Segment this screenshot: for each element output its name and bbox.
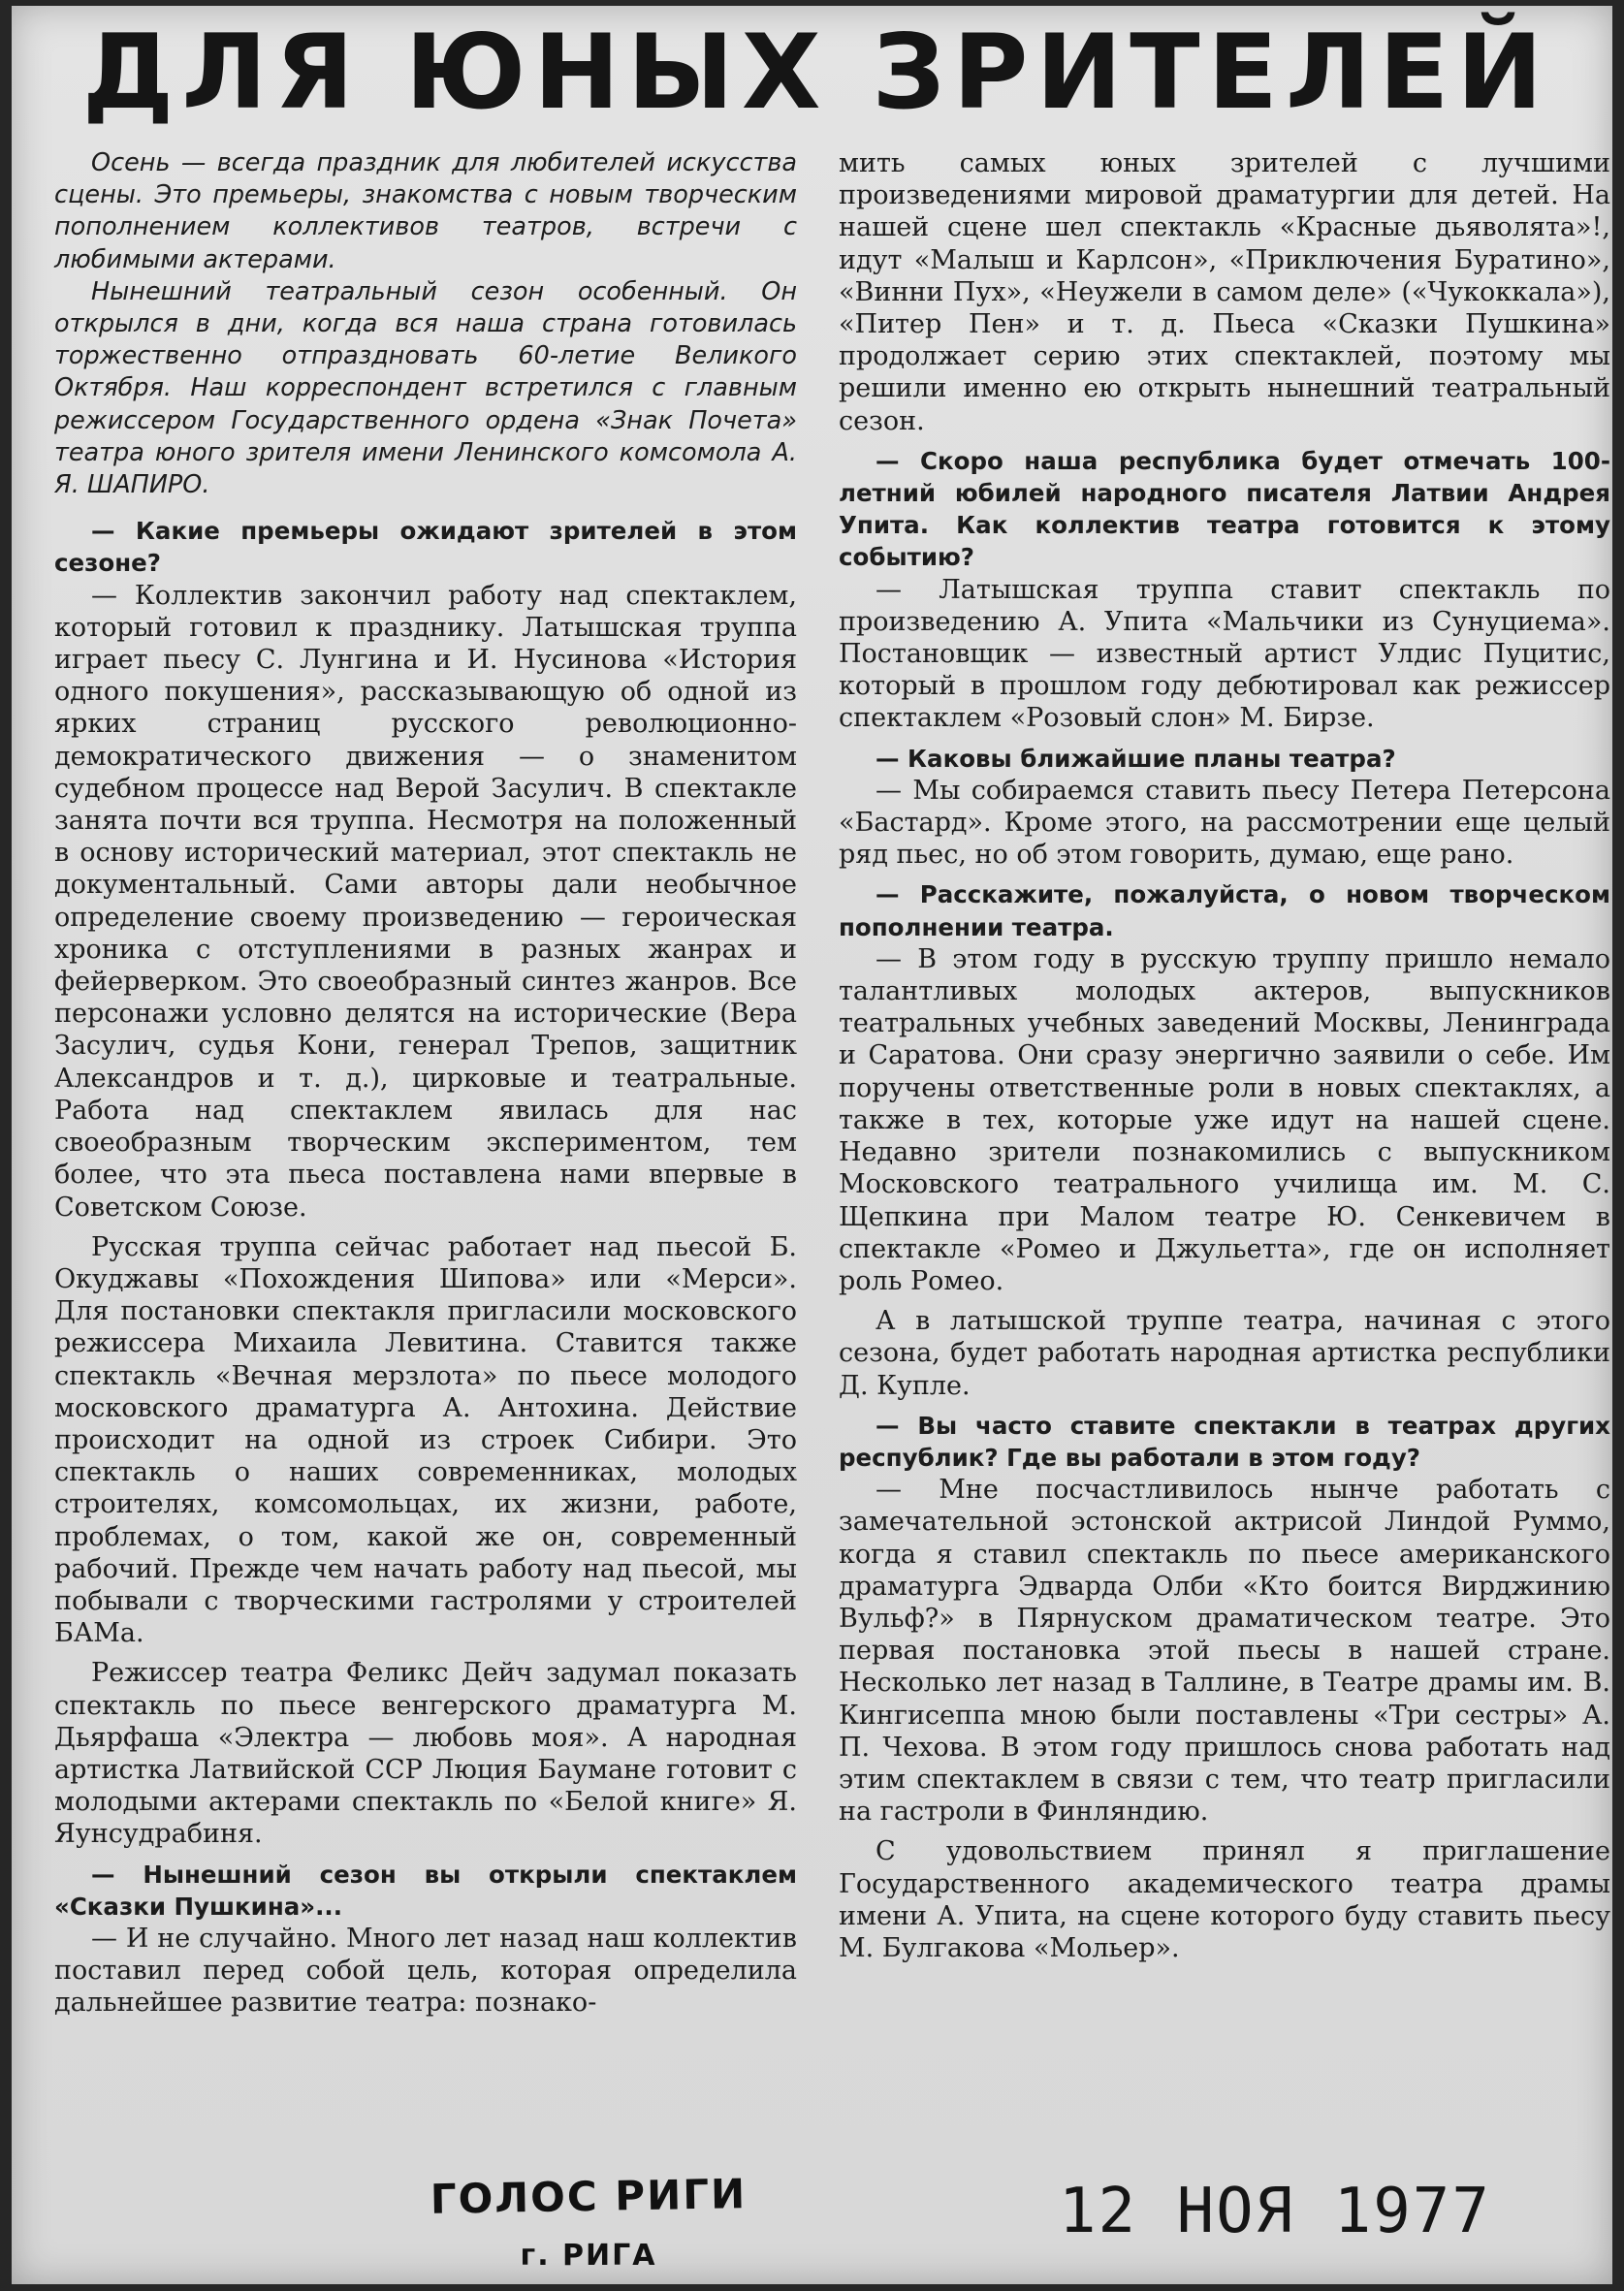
- interview-answer: — Коллектив закончил работу над спектаклем, который готовил к празднику. Латышская труппа играет пьесу С. Лунгина и И. Нусинова «История одного покушения», рассказывающую об одной из ярких страниц русского революционно-демократического движения — о знаменитом судебном процессе над Верой Засулич. В спектакле занята почти вся труппа. Несмотря на положенный в основу исторический материал, этот спектакль не документальный. Сами авторы дали необычное определение своему произведению — героическая хроника с отступлениями в разных жанрах и фейерверком. Это своеобразный синтез жанров. Все персонажи условно делятся на исторические (Вера Засулич, судья Кони, генерал Трепов, защитник Александров и т. д.), цирковые и театральные. Работа над спектаклем явилась для нас своеобразным творческим экспериментом, тем более, что эта пьеса поставлена нами впервые в Советском Союзе.: [54, 580, 797, 1223]
- interview-answer: — В этом году в русскую труппу пришло немало талантливых молодых актеров, выпускников театральных учебных заведений Москвы, Ленинграда и Саратова. Они сразу энергично заявили о себе. Им поручены ответственные роли в новых спектаклях, а также в тех, которые уже идут на нашей сцене. Недавно зрители познакомились с выпускником Московского театрального училища им. М. С. Щепкина при Малом театре Ю. Сенкевичем в спектакле «Ромео и Джульетта», где он исполняет роль Ромео.: [839, 943, 1610, 1296]
- interview-answer: мить самых юных зрителей с лучшими произведениями мировой драматургии для детей. На нашей сцене шел спектакль «Красные дьяволята»!, идут «Малыш и Карлсон», «Приключения Буратино», «Винни Пух», «Неужели в самом деле» («Чукоккала»), «Питер Пен» и т. д. Пьеса «Сказки Пушкина» продолжает серию этих спектаклей, поэтому мы решили именно ею открыть нынешний театральный сезон.: [839, 148, 1610, 436]
- interview-answer: — И не случайно. Много лет назад наш коллектив поставил перед собой цель, которая определила дальнейшее развитие театра: познако-: [54, 1923, 797, 2019]
- left-column: [54, 147, 797, 2020]
- date-stamp: 12 НОЯ 1977: [1059, 2176, 1491, 2247]
- newspaper-source-stamp: [385, 2170, 792, 2279]
- interview-question: — Скоро наша республика будет отмечать 100-летний юбилей народного писателя Латвии Андрея Упита. Как коллектив театра готовится к этому событию?: [839, 446, 1610, 572]
- newspaper-name: ГОЛОС РИГИ: [430, 2170, 748, 2223]
- interview-answer: С удовольствием принял я приглашение Государственного академического театра драмы имени А. Упита, на сцене которого буду ставить пьесу М. Булгакова «Мольер».: [839, 1836, 1610, 1963]
- newspaper-clipping: [12, 6, 1612, 2284]
- intro-paragraph: Осень — всегда праздник для любителей искусства сцены. Это премьеры, знакомства с новым творческим пополнением коллективов театров, встречи с любимыми актерами.: [54, 148, 797, 274]
- interview-question: — Расскажите, пожалуйста, о новом творческом пополнении театра.: [839, 880, 1610, 941]
- intro: [54, 147, 797, 501]
- interview-question: — Какие премьеры ожидают зрителей в этом сезоне?: [54, 517, 797, 578]
- interview-answer: Режиссер театра Феликс Дейч задумал показать спектакль по пьесе венгерского драматурга М. Дьярфаша «Электра — любовь моя». А народная артистка Латвийской ССР Люция Баумане готовит с молодыми актерами спектакль по «Белой книге» Я. Яунсудрабиня.: [54, 1658, 797, 1850]
- headline: ДЛЯ ЮНЫХ ЗРИТЕЛЕЙ: [81, 13, 1551, 132]
- interview-answer: — Мы собираемся ставить пьесу Петера Петерсона «Бастард». Кроме этого, на рассмотрении еще целый ряд пьес, но об этом говорить, думаю, еще рано.: [839, 775, 1610, 871]
- interview-answer: — Мне посчастливилось нынче работать с замечательной эстонской актрисой Линдой Руммо, когда я ставил спектакль по пьесе американского драматурга Эдварда Олби «Кто боится Вирджинию Вульф?» в Пярнуском драматическом театре. Это первая постановка этой пьесы в нашей стране. Несколько лет назад в Таллине, в Театре драмы им. В. Кингисеппа мною были поставлены «Три сестры» А. П. Чехова. В этом году пришлось снова работать над этим спектаклем в связи с тем, что театр пригласили на гастроли в Финляндию.: [839, 1475, 1610, 1828]
- interview-question: — Вы часто ставите спектакли в театрах других республик? Где вы работали в этом году?: [839, 1411, 1610, 1472]
- interview-question: — Каковы ближайшие планы театра?: [876, 744, 1396, 773]
- interview-answer: Русская труппа сейчас работает над пьесой Б. Окуджавы «Похождения Шипова» или «Мерси». Для постановки спектакля пригласили московского режиссера Михаила Левитина. Ставится также спектакль «Вечная мерзлота» по пьесе молодого московского драматурга А. Антохина. Действие происходит на одной из строек Сибири. Это спектакль о наших современниках, молодых строителях, комсомольцах, их жизни, работе, проблемах, о том, какой же он, современный рабочий. Прежде чем начать работу над пьесой, мы побывали с творческими гастролями у строителей БАМа.: [54, 1231, 797, 1649]
- newspaper-city: г. РИГА: [520, 2239, 657, 2273]
- interview-answer: — Латышская труппа ставит спектакль по произведению А. Упита «Мальчики из Сунуциема». Постановщик — известный артист Улдис Пуцитис, который в прошлом году дебютировал как режиссер спектаклем «Розовый слон» М. Бирзе.: [839, 574, 1610, 734]
- intro-paragraph: Нынешний театральный сезон особенный. Он открылся в дни, когда вся наша страна готовилась торжественно отпраздновать 60-летие Великого Октября. Наш корреспондент встретился с главным режиссером Государственного ордена «Знак Почета» театра юного зрителя имени Ленинского комсомола А. Я. ШАПИРО.: [54, 276, 797, 500]
- interview-answer: А в латышской труппе театра, начиная с этого сезона, будет работать народная артистка республики Д. Купле.: [839, 1306, 1610, 1401]
- interview-question: — Нынешний сезон вы открыли спектаклем «Сказки Пушкина»...: [54, 1860, 797, 1921]
- right-column: [839, 147, 1610, 1964]
